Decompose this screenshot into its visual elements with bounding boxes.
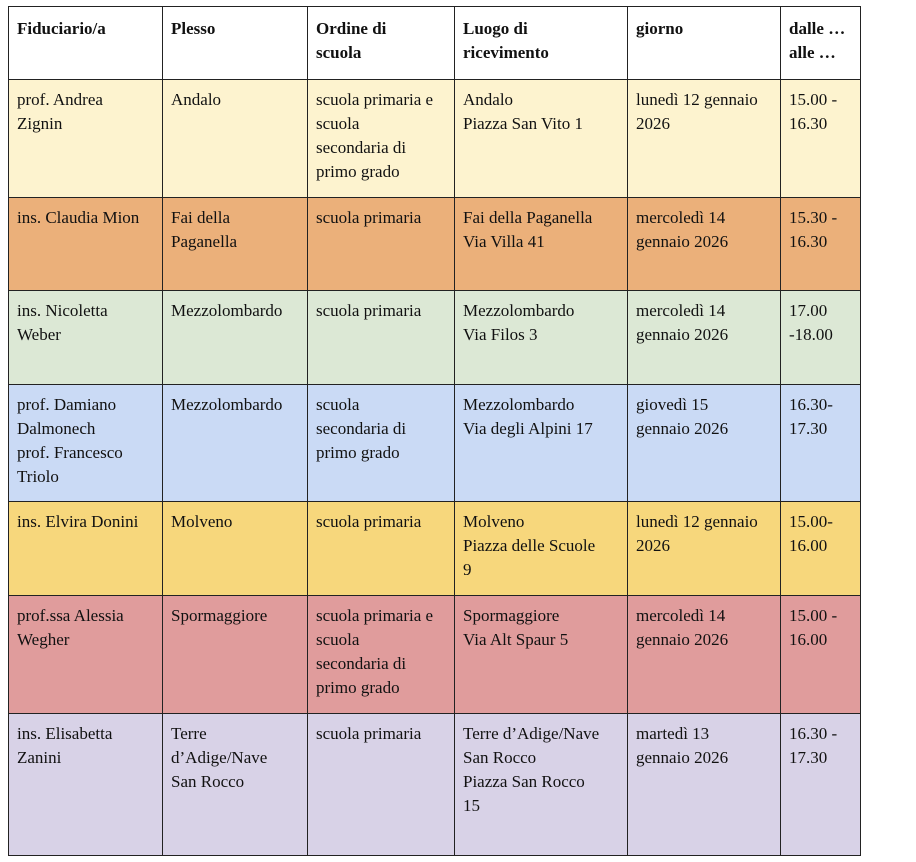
giorno-cell — [628, 291, 781, 385]
header-line: Plesso — [171, 19, 216, 38]
cell-text-line: Weber — [17, 325, 61, 344]
cell-text-line: 9 — [463, 560, 472, 579]
cell-text-line: prof. Francesco — [17, 443, 123, 462]
cell-text-line: Fai della — [171, 208, 231, 227]
cell-text-line: Terre — [171, 724, 207, 743]
table-row — [9, 714, 861, 856]
luogo-cell — [455, 385, 628, 502]
cell-text-line: Piazza San Rocco — [463, 772, 585, 791]
orario-cell — [781, 198, 861, 291]
table-row — [9, 80, 861, 198]
cell-text-line: gennaio 2026 — [636, 232, 729, 251]
cell-text-line: Via degli Alpini 17 — [463, 419, 593, 438]
cell-text-line: Zanini — [17, 748, 62, 767]
orario-cell — [781, 80, 861, 198]
cell-text-line: 17.00 -18.00 — [789, 301, 833, 344]
cell-text-line: secondaria di — [316, 654, 407, 673]
cell-text-line: Andalo — [463, 90, 514, 109]
plesso-cell — [163, 714, 308, 856]
header-ordine-di-scuola — [308, 7, 455, 80]
giorno-cell — [628, 385, 781, 502]
fiduciario-cell — [9, 385, 163, 502]
cell-text-line: scuola primaria e — [316, 90, 434, 109]
cell-text-line: primo grado — [316, 443, 400, 462]
cell-text-line: scuola — [316, 630, 360, 649]
cell-text-line: lunedì 12 gennaio — [636, 90, 758, 109]
cell-text-line: Fai della Paganella — [463, 208, 593, 227]
cell-text-line: ins. Elisabetta — [17, 724, 113, 743]
header-line: Fiduciario/a — [17, 19, 106, 38]
cell-text-line: gennaio 2026 — [636, 325, 729, 344]
luogo-cell — [455, 198, 628, 291]
cell-text-line: Molveno — [171, 512, 233, 531]
header-line: ricevimento — [463, 43, 549, 62]
cell-text-line: Terre d’Adige/Nave — [463, 724, 600, 743]
cell-text-line: 15.00 - 16.30 — [789, 90, 838, 133]
cell-text-line: Triolo — [17, 467, 59, 486]
cell-text-line: Spormaggiore — [171, 606, 268, 625]
cell-text-line: 16.30 - 17.30 — [789, 724, 838, 767]
orario-cell — [781, 714, 861, 856]
table-row — [9, 198, 861, 291]
orario-cell — [781, 385, 861, 502]
cell-text-line: Mezzolombardo — [171, 395, 283, 414]
table-body — [9, 80, 861, 856]
orario-cell — [781, 291, 861, 385]
header-luogo-di-ricevimento — [455, 7, 628, 80]
cell-text-line: 15.00 - 16.00 — [789, 606, 838, 649]
cell-text-line: mercoledì 14 — [636, 606, 726, 625]
header-row — [9, 7, 861, 80]
cell-text-line: 15 — [463, 796, 480, 815]
table-row — [9, 596, 861, 714]
cell-text-line: prof.ssa Alessia — [17, 606, 124, 625]
cell-text-line: scuola — [316, 395, 360, 414]
giorno-cell — [628, 714, 781, 856]
luogo-cell — [455, 502, 628, 596]
schedule-table — [8, 6, 861, 856]
cell-text-line: primo grado — [316, 162, 400, 181]
cell-text-line: Piazza San Vito 1 — [463, 114, 584, 133]
table-row — [9, 291, 861, 385]
cell-text-line: Wegher — [17, 630, 70, 649]
luogo-cell — [455, 291, 628, 385]
plesso-cell — [163, 291, 308, 385]
header-plesso — [163, 7, 308, 80]
cell-text-line: ins. Claudia Mion — [17, 208, 140, 227]
header-line: dalle … — [789, 19, 846, 38]
cell-text-line: 16.30-17.30 — [789, 395, 833, 438]
table-row — [9, 502, 861, 596]
cell-text-line: scuola primaria — [316, 208, 422, 227]
cell-text-line: secondaria di — [316, 419, 407, 438]
cell-text-line: 2026 — [636, 536, 670, 555]
cell-text-line: ins. Elvira Donini — [17, 512, 139, 531]
plesso-cell — [163, 80, 308, 198]
cell-text-line: Mezzolombardo — [171, 301, 283, 320]
header-orario — [781, 7, 861, 80]
cell-text-line: scuola primaria — [316, 301, 422, 320]
header-fiduciario — [9, 7, 163, 80]
cell-text-line: Zignin — [17, 114, 63, 133]
plesso-cell — [163, 502, 308, 596]
ordine-cell — [308, 291, 455, 385]
fiduciario-cell — [9, 198, 163, 291]
cell-text-line: scuola primaria — [316, 512, 422, 531]
header-giorno — [628, 7, 781, 80]
orario-cell — [781, 596, 861, 714]
cell-text-line: Via Filos 3 — [463, 325, 538, 344]
cell-text-line: Mezzolombardo — [463, 395, 575, 414]
giorno-cell — [628, 596, 781, 714]
header-line: Luogo di — [463, 19, 528, 38]
header-line: alle … — [789, 43, 836, 62]
table-row — [9, 385, 861, 502]
cell-text-line: secondaria di — [316, 138, 407, 157]
cell-text-line: giovedì 15 — [636, 395, 709, 414]
cell-text-line: scuola — [316, 114, 360, 133]
cell-text-line: 15.30 - 16.30 — [789, 208, 838, 251]
giorno-cell — [628, 502, 781, 596]
fiduciario-cell — [9, 80, 163, 198]
cell-text-line: mercoledì 14 — [636, 208, 726, 227]
cell-text-line: Paganella — [171, 232, 238, 251]
cell-text-line: gennaio 2026 — [636, 419, 729, 438]
cell-text-line: d’Adige/Nave — [171, 748, 268, 767]
fiduciario-cell — [9, 291, 163, 385]
ordine-cell — [308, 80, 455, 198]
plesso-cell — [163, 385, 308, 502]
ordine-cell — [308, 385, 455, 502]
fiduciario-cell — [9, 714, 163, 856]
fiduciario-cell — [9, 596, 163, 714]
cell-text-line: prof. Andrea — [17, 90, 103, 109]
cell-text-line: Mezzolombardo — [463, 301, 575, 320]
cell-text-line: 2026 — [636, 114, 670, 133]
cell-text-line: Piazza delle Scuole — [463, 536, 596, 555]
cell-text-line: 15.00-16.00 — [789, 512, 833, 555]
orario-cell — [781, 502, 861, 596]
luogo-cell — [455, 596, 628, 714]
cell-text-line: lunedì 12 gennaio — [636, 512, 758, 531]
ordine-cell — [308, 596, 455, 714]
plesso-cell — [163, 198, 308, 291]
cell-text-line: martedì 13 — [636, 724, 710, 743]
ordine-cell — [308, 198, 455, 291]
ordine-cell — [308, 502, 455, 596]
cell-text-line: prof. Damiano — [17, 395, 117, 414]
cell-text-line: Dalmonech — [17, 419, 96, 438]
header-line: scuola — [316, 43, 362, 62]
cell-text-line: gennaio 2026 — [636, 630, 729, 649]
luogo-cell — [455, 80, 628, 198]
cell-text-line: scuola primaria e — [316, 606, 434, 625]
plesso-cell — [163, 596, 308, 714]
fiduciario-cell — [9, 502, 163, 596]
header-line: Ordine di — [316, 19, 387, 38]
cell-text-line: ins. Nicoletta — [17, 301, 108, 320]
cell-text-line: Andalo — [171, 90, 222, 109]
cell-text-line: San Rocco — [171, 772, 245, 791]
luogo-cell — [455, 714, 628, 856]
cell-text-line: gennaio 2026 — [636, 748, 729, 767]
giorno-cell — [628, 80, 781, 198]
ordine-cell — [308, 714, 455, 856]
cell-text-line: Via Alt Spaur 5 — [463, 630, 569, 649]
header-line: giorno — [636, 19, 684, 38]
cell-text-line: primo grado — [316, 678, 400, 697]
cell-text-line: scuola primaria — [316, 724, 422, 743]
cell-text-line: San Rocco — [463, 748, 537, 767]
giorno-cell — [628, 198, 781, 291]
cell-text-line: Via Villa 41 — [463, 232, 545, 251]
cell-text-line: Molveno — [463, 512, 525, 531]
cell-text-line: Spormaggiore — [463, 606, 560, 625]
cell-text-line: mercoledì 14 — [636, 301, 726, 320]
